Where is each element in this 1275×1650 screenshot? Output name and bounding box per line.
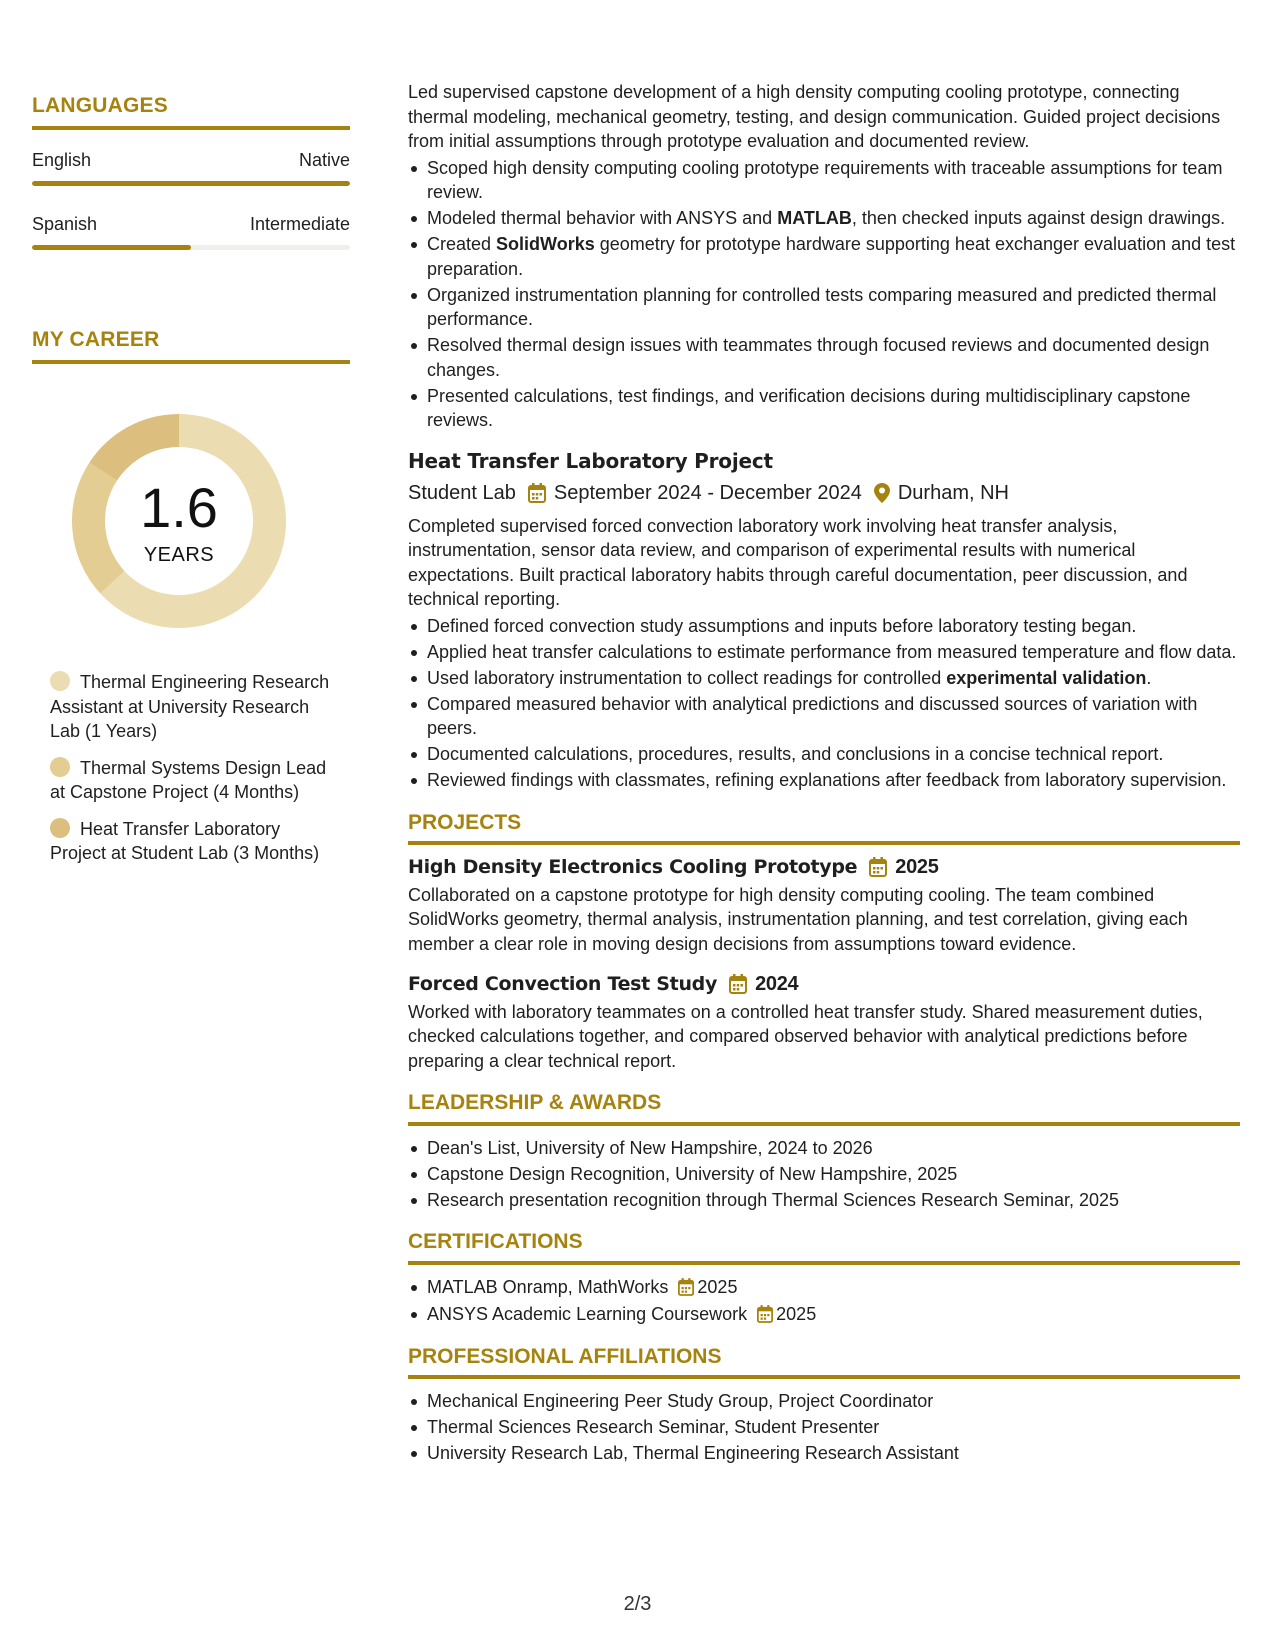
- career-donut-chart: [66, 408, 292, 634]
- leadership-item: Dean's List, University of New Hampshire, 2024 to 2026: [408, 1136, 1240, 1161]
- job-bullets: [408, 614, 1240, 793]
- calendar-icon: [729, 974, 747, 994]
- affiliation-item: University Research Lab, Thermal Engineering Research Assistant: [408, 1441, 1240, 1466]
- bullet-item: [408, 156, 1240, 205]
- job-title: Heat Transfer Laboratory Project: [408, 448, 773, 473]
- legend-label: Thermal Engineering Research Assistant at University Research Lab (1 Years): [50, 672, 330, 741]
- bullet-item: [408, 742, 1240, 767]
- language-name: Spanish: [32, 214, 98, 234]
- capstone-bullets: [408, 156, 1240, 433]
- bullet-bold-text: MATLAB: [777, 208, 852, 228]
- bullet-item: [408, 384, 1240, 433]
- leadership-list: [408, 1136, 1240, 1213]
- certifications-rule: [408, 1261, 1240, 1265]
- project-name: High Density Electronics Cooling Prototype: [408, 856, 858, 878]
- affiliations-list: [408, 1389, 1240, 1466]
- language-proficiency-fill: [32, 245, 191, 250]
- certification-name: MATLAB Onramp, MathWorks: [427, 1276, 669, 1297]
- location-pin-icon: [874, 483, 890, 503]
- bullet-text: Scoped high density computing cooling prototype requirements with traceable assumptions for team review.: [427, 157, 1223, 202]
- legend-label: Heat Transfer Laboratory Project at Student Lab (3 Months): [50, 818, 320, 863]
- leadership-item: Capstone Design Recognition, University of New Hampshire, 2025: [408, 1162, 1240, 1187]
- leadership-heading: LEADERSHIP & AWARDS: [408, 1091, 662, 1114]
- job-meta: [408, 481, 1240, 506]
- bullet-bold-text: SolidWorks: [496, 234, 595, 254]
- bullet-item: [408, 206, 1240, 231]
- projects-rule: [408, 841, 1240, 845]
- left-column: [32, 94, 350, 878]
- projects-heading: PROJECTS: [408, 810, 522, 834]
- project-title: [408, 972, 1240, 997]
- legend-item: [50, 756, 340, 805]
- languages-heading: LANGUAGES: [32, 94, 168, 117]
- affiliation-item: Thermal Sciences Research Seminar, Student Presenter: [408, 1415, 1240, 1440]
- bullet-item: [408, 666, 1240, 691]
- job-location: Durham, NH: [897, 482, 1009, 504]
- languages-rule: [32, 126, 350, 130]
- bullet-text: Compared measured behavior with analytical predictions and discussed sources of variation with peers.: [427, 693, 1198, 738]
- certifications-heading: CERTIFICATIONS: [408, 1230, 583, 1253]
- capstone-summary: Led supervised capstone development of a high density computing cooling prototype, connecting thermal modeling, mechanical geometry, testing, and design communication. Guided project decisions from initial assumptions through prototype evaluation and documented review.: [408, 82, 1221, 151]
- bullet-text: Documented calculations, procedures, results, and conclusions in a concise technical report.: [427, 744, 1164, 764]
- legend-dot: [50, 671, 70, 691]
- career-legend: [50, 670, 340, 866]
- bullet-item: [408, 692, 1240, 741]
- language-item: [32, 150, 350, 186]
- language-item: [32, 214, 350, 250]
- project-title: [408, 855, 1240, 880]
- project-description: Worked with laboratory teammates on a controlled heat transfer study. Shared measurement duties, checked calculations together, and compared observed behavior with analytical predictions before preparing a clear technical report.: [408, 1001, 1203, 1071]
- career-rule: [32, 360, 350, 364]
- bullet-text: Presented calculations, test findings, and verification decisions during multidisciplinary capstone reviews.: [427, 385, 1191, 430]
- affiliations-heading: PROFESSIONAL AFFILIATIONS: [408, 1344, 722, 1368]
- bullet-text: Organized instrumentation planning for controlled tests comparing measured and predicted thermal performance.: [427, 284, 1217, 329]
- calendar-icon: [528, 483, 546, 503]
- bullet-text: geometry for prototype hardware supporting heat exchanger evaluation and test preparation.: [427, 234, 1236, 279]
- career-total-unit: YEARS: [143, 543, 215, 566]
- bullet-text: .: [1146, 667, 1152, 688]
- bullet-item: [408, 640, 1240, 665]
- job-org: Student Lab: [408, 482, 516, 504]
- bullet-item: [408, 768, 1240, 793]
- language-proficiency-bar: [32, 181, 350, 186]
- legend-item: [50, 817, 340, 866]
- donut-center: [66, 408, 292, 634]
- bullet-item: [408, 283, 1240, 332]
- calendar-icon: [757, 1305, 773, 1323]
- certification-name: ANSYS Academic Learning Coursework: [427, 1304, 748, 1324]
- legend-dot: [50, 818, 70, 838]
- right-column: [408, 80, 1240, 1467]
- bullet-item: [408, 333, 1240, 382]
- calendar-icon: [678, 1278, 694, 1296]
- page-number: 2/3: [623, 1593, 652, 1615]
- language-level: Intermediate: [249, 214, 350, 234]
- certification-item: [408, 1302, 1240, 1327]
- affiliation-item: Mechanical Engineering Peer Study Group, Project Coordinator: [408, 1389, 1240, 1414]
- bullet-bold-text: experimental validation: [946, 667, 1147, 688]
- project-year: 2025: [895, 856, 939, 878]
- leadership-rule: [408, 1122, 1240, 1126]
- language-name: English: [32, 150, 92, 170]
- certification-item: [408, 1275, 1240, 1300]
- bullet-text: Applied heat transfer calculations to estimate performance from measured temperature and flow data.: [427, 641, 1237, 662]
- legend-item: [50, 670, 340, 744]
- calendar-icon: [869, 857, 887, 877]
- bullet-text: Defined forced convection study assumptions and inputs before laboratory testing began.: [427, 615, 1137, 636]
- bullet-text: , then checked inputs against design drawings.: [851, 208, 1226, 228]
- job-summary: Completed supervised forced convection laboratory work involving heat transfer analysis, instrumentation, sensor data review, and comparison of experimental results with numerical expectations. Built practical laboratory habits through careful documentation, peer discussion, and technical reporting.: [408, 515, 1188, 609]
- legend-dot: [50, 757, 70, 777]
- language-proficiency-bar: [32, 245, 350, 250]
- leadership-item: Research presentation recognition through Thermal Sciences Research Seminar, 2025: [408, 1188, 1240, 1213]
- project-description: Collaborated on a capstone prototype for high density computing cooling. The team combined SolidWorks geometry, thermal analysis, instrumentation planning, and test correlation, giving each member a clear role in moving design decisions from assumptions toward evidence.: [408, 884, 1188, 954]
- affiliations-rule: [408, 1375, 1240, 1379]
- bullet-text: Reviewed findings with classmates, refining explanations after feedback from laboratory supervision.: [427, 770, 1227, 790]
- language-proficiency-fill: [32, 181, 350, 186]
- language-level: Native: [298, 150, 350, 170]
- bullet-item: [408, 232, 1240, 281]
- bullet-text: Used laboratory instrumentation to collect readings for controlled: [427, 667, 947, 688]
- job-dates: September 2024 - December 2024: [553, 482, 862, 504]
- bullet-item: [408, 614, 1240, 639]
- career-heading: MY CAREER: [32, 328, 160, 351]
- project-name: Forced Convection Test Study: [408, 973, 718, 995]
- bullet-text: Modeled thermal behavior with ANSYS and: [427, 208, 778, 228]
- certification-year: 2025: [776, 1304, 817, 1324]
- career-total-years: 1.6: [140, 475, 218, 539]
- legend-label: Thermal Systems Design Lead at Capstone Project (4 Months): [50, 757, 327, 802]
- bullet-text: Created: [427, 234, 497, 254]
- project-year: 2024: [755, 973, 799, 995]
- bullet-text: Resolved thermal design issues with teammates through focused reviews and documented design changes.: [427, 335, 1210, 380]
- certification-year: 2025: [697, 1276, 738, 1297]
- certifications-list: [408, 1275, 1240, 1327]
